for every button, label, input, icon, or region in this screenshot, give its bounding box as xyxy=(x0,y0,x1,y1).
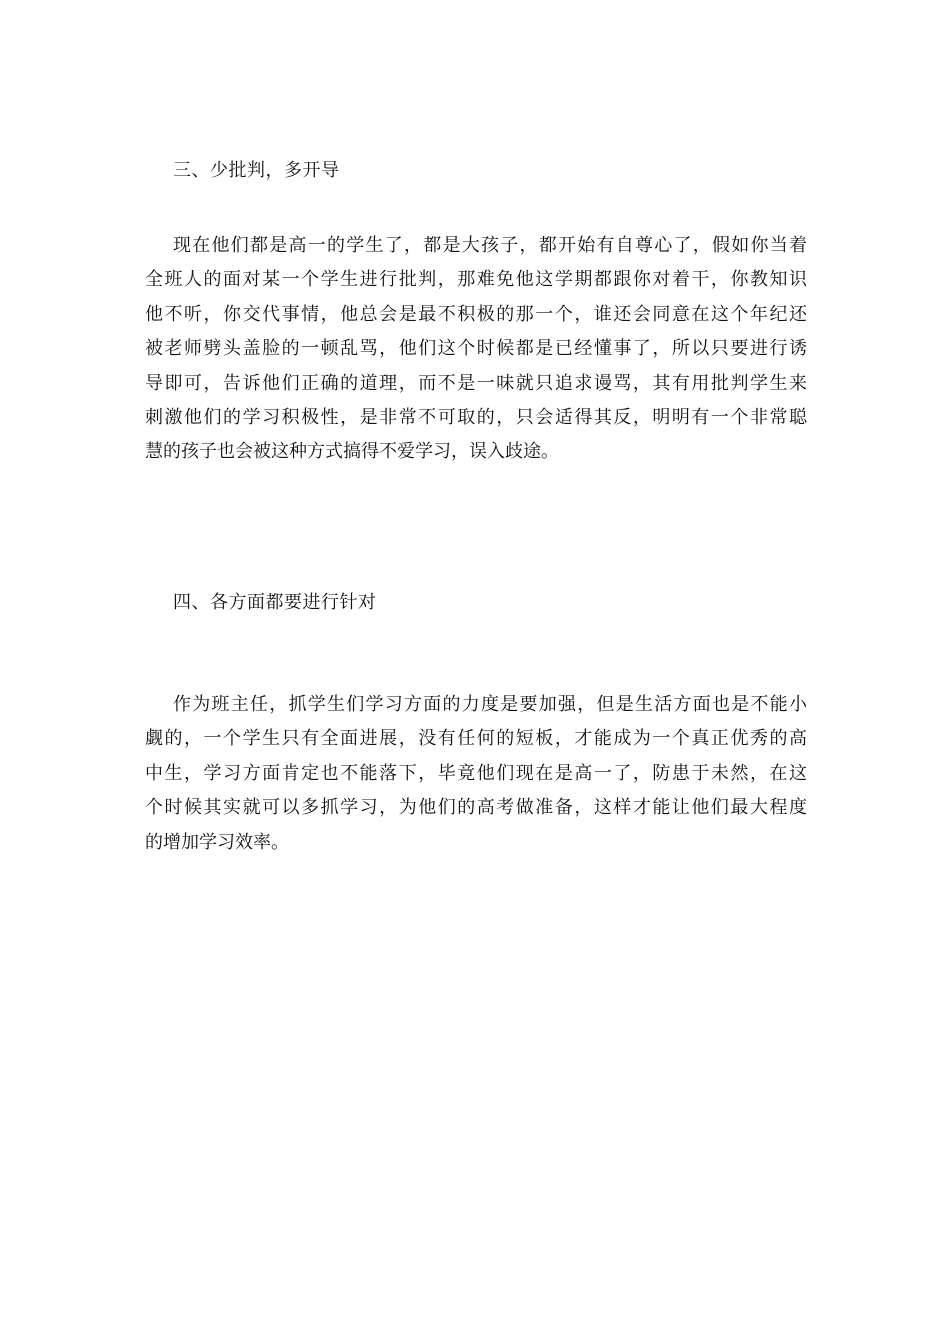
section-4-heading: 四、各方面都要进行针对 xyxy=(173,592,377,613)
paragraph-line: 慧的孩子也会被这种方式搞得不爱学习，误入歧途。 xyxy=(145,441,559,463)
section-4-paragraph xyxy=(145,688,807,860)
paragraph-line: 被老师劈头盖脸的一顿乱骂，他们这个时候都是已经懂事了，所以只要进行诱 xyxy=(145,338,807,360)
section-3-heading: 三、少批判，多开导 xyxy=(173,160,340,181)
paragraph-line: 导即可，告诉他们正确的道理，而不是一味就只追求谩骂，其有用批判学生来 xyxy=(145,372,807,394)
paragraph-line: 他不听，你交代事情，他总会是最不积极的那一个，谁还会同意在这个年纪还 xyxy=(145,303,807,325)
paragraph-line: 的增加学习效率。 xyxy=(145,831,289,853)
paragraph-line: 中生，学习方面肯定也不能落下，毕竟他们现在是高一了，防患于未然，在这 xyxy=(145,762,807,784)
paragraph-line: 作为班主任，抓学生们学习方面的力度是要加强，但是生活方面也是不能小 xyxy=(173,694,807,715)
paragraph-line: 个时候其实就可以多抓学习，为他们的高考做准备，这样才能让他们最大程度 xyxy=(145,797,807,819)
paragraph-line: 刺激他们的学习积极性，是非常不可取的，只会适得其反，明明有一个非常聪 xyxy=(145,406,807,428)
paragraph-line: 现在他们都是高一的学生了，都是大孩子，都开始有自尊心了，假如你当着 xyxy=(173,235,807,256)
paragraph-line: 觑的，一个学生只有全面进展，没有任何的短板，才能成为一个真正优秀的高 xyxy=(145,728,807,750)
paragraph-line: 全班人的面对某一个学生进行批判，那难免他这学期都跟你对着干，你教知识 xyxy=(145,269,807,291)
section-3-paragraph xyxy=(145,229,807,470)
